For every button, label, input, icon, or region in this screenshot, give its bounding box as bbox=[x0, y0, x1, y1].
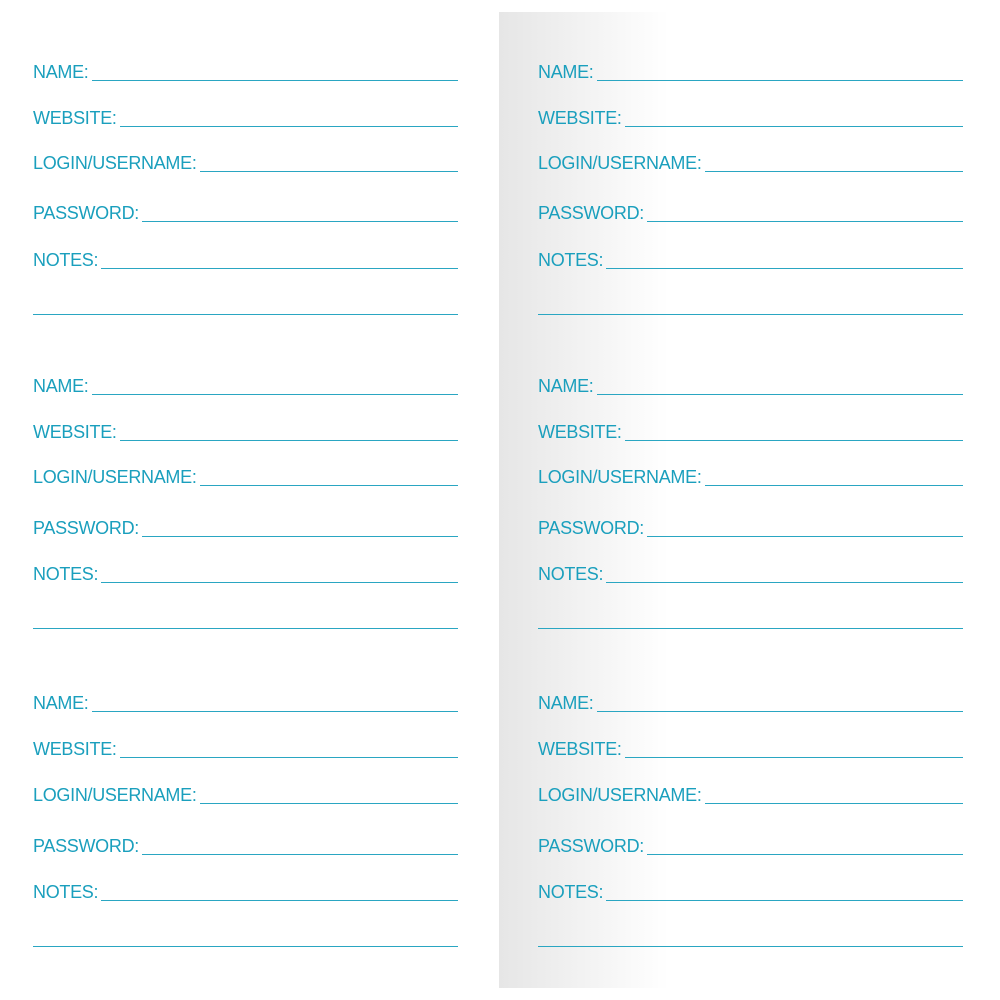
notes-extra-line[interactable] bbox=[33, 946, 458, 947]
website-label: WEBSITE: bbox=[33, 739, 117, 759]
notes-line[interactable] bbox=[101, 582, 458, 583]
website-line[interactable] bbox=[120, 126, 458, 127]
password-field[interactable] bbox=[538, 199, 963, 225]
notes-label: NOTES: bbox=[538, 250, 604, 270]
website-field[interactable] bbox=[538, 735, 963, 761]
notes-label: NOTES: bbox=[538, 564, 604, 584]
login-field[interactable] bbox=[33, 149, 458, 175]
notes-field[interactable] bbox=[538, 878, 963, 904]
name-label: NAME: bbox=[538, 693, 594, 713]
password-label: PASSWORD: bbox=[538, 518, 644, 538]
password-field[interactable] bbox=[538, 832, 963, 858]
notes-extra-line[interactable] bbox=[33, 314, 458, 315]
notes-field[interactable] bbox=[33, 560, 458, 586]
password-line[interactable] bbox=[142, 854, 458, 855]
website-field[interactable] bbox=[33, 104, 458, 130]
notes-extra-line[interactable] bbox=[538, 946, 963, 947]
notes-line[interactable] bbox=[101, 900, 458, 901]
name-label: NAME: bbox=[33, 376, 89, 396]
password-line[interactable] bbox=[142, 221, 458, 222]
website-line[interactable] bbox=[625, 126, 963, 127]
notes-line[interactable] bbox=[606, 582, 963, 583]
name-line[interactable] bbox=[597, 711, 963, 712]
website-field[interactable] bbox=[33, 418, 458, 444]
login-line[interactable] bbox=[705, 803, 963, 804]
name-label: NAME: bbox=[33, 693, 89, 713]
login-label: LOGIN/USERNAME: bbox=[538, 785, 702, 805]
password-label: PASSWORD: bbox=[538, 836, 644, 856]
password-label: PASSWORD: bbox=[33, 518, 139, 538]
website-field[interactable] bbox=[538, 104, 963, 130]
notes-field[interactable] bbox=[33, 246, 458, 272]
login-label: LOGIN/USERNAME: bbox=[538, 467, 702, 487]
notes-label: NOTES: bbox=[33, 250, 99, 270]
login-line[interactable] bbox=[200, 485, 458, 486]
notes-field[interactable] bbox=[538, 560, 963, 586]
notes-line[interactable] bbox=[606, 900, 963, 901]
name-label: NAME: bbox=[33, 62, 89, 82]
login-label: LOGIN/USERNAME: bbox=[538, 153, 702, 173]
website-label: WEBSITE: bbox=[33, 108, 117, 128]
password-line[interactable] bbox=[647, 536, 963, 537]
website-field[interactable] bbox=[538, 418, 963, 444]
login-line[interactable] bbox=[200, 803, 458, 804]
name-field[interactable] bbox=[33, 58, 458, 84]
password-line[interactable] bbox=[647, 854, 963, 855]
password-line[interactable] bbox=[142, 536, 458, 537]
password-field[interactable] bbox=[33, 514, 458, 540]
notes-field[interactable] bbox=[538, 246, 963, 272]
notes-label: NOTES: bbox=[33, 564, 99, 584]
website-line[interactable] bbox=[120, 757, 458, 758]
name-line[interactable] bbox=[92, 80, 458, 81]
login-field[interactable] bbox=[538, 463, 963, 489]
password-field[interactable] bbox=[538, 514, 963, 540]
website-label: WEBSITE: bbox=[33, 422, 117, 442]
notes-extra-line[interactable] bbox=[33, 628, 458, 629]
website-line[interactable] bbox=[625, 757, 963, 758]
notes-line[interactable] bbox=[606, 268, 963, 269]
login-line[interactable] bbox=[200, 171, 458, 172]
notes-label: NOTES: bbox=[33, 882, 99, 902]
name-field[interactable] bbox=[538, 372, 963, 398]
website-label: WEBSITE: bbox=[538, 422, 622, 442]
password-field[interactable] bbox=[33, 832, 458, 858]
login-label: LOGIN/USERNAME: bbox=[33, 153, 197, 173]
login-field[interactable] bbox=[33, 463, 458, 489]
login-field[interactable] bbox=[33, 781, 458, 807]
login-label: LOGIN/USERNAME: bbox=[33, 467, 197, 487]
password-label: PASSWORD: bbox=[33, 836, 139, 856]
login-label: LOGIN/USERNAME: bbox=[33, 785, 197, 805]
login-line[interactable] bbox=[705, 485, 963, 486]
notes-extra-line[interactable] bbox=[538, 628, 963, 629]
name-line[interactable] bbox=[597, 80, 963, 81]
password-label: PASSWORD: bbox=[538, 203, 644, 223]
name-label: NAME: bbox=[538, 62, 594, 82]
password-label: PASSWORD: bbox=[33, 203, 139, 223]
name-field[interactable] bbox=[33, 689, 458, 715]
website-label: WEBSITE: bbox=[538, 739, 622, 759]
website-line[interactable] bbox=[625, 440, 963, 441]
login-field[interactable] bbox=[538, 149, 963, 175]
name-label: NAME: bbox=[538, 376, 594, 396]
name-line[interactable] bbox=[92, 394, 458, 395]
notes-extra-line[interactable] bbox=[538, 314, 963, 315]
name-line[interactable] bbox=[92, 711, 458, 712]
notes-field[interactable] bbox=[33, 878, 458, 904]
website-line[interactable] bbox=[120, 440, 458, 441]
name-field[interactable] bbox=[33, 372, 458, 398]
login-field[interactable] bbox=[538, 781, 963, 807]
website-label: WEBSITE: bbox=[538, 108, 622, 128]
password-field[interactable] bbox=[33, 199, 458, 225]
website-field[interactable] bbox=[33, 735, 458, 761]
login-line[interactable] bbox=[705, 171, 963, 172]
notes-line[interactable] bbox=[101, 268, 458, 269]
password-line[interactable] bbox=[647, 221, 963, 222]
name-line[interactable] bbox=[597, 394, 963, 395]
name-field[interactable] bbox=[538, 58, 963, 84]
name-field[interactable] bbox=[538, 689, 963, 715]
notes-label: NOTES: bbox=[538, 882, 604, 902]
